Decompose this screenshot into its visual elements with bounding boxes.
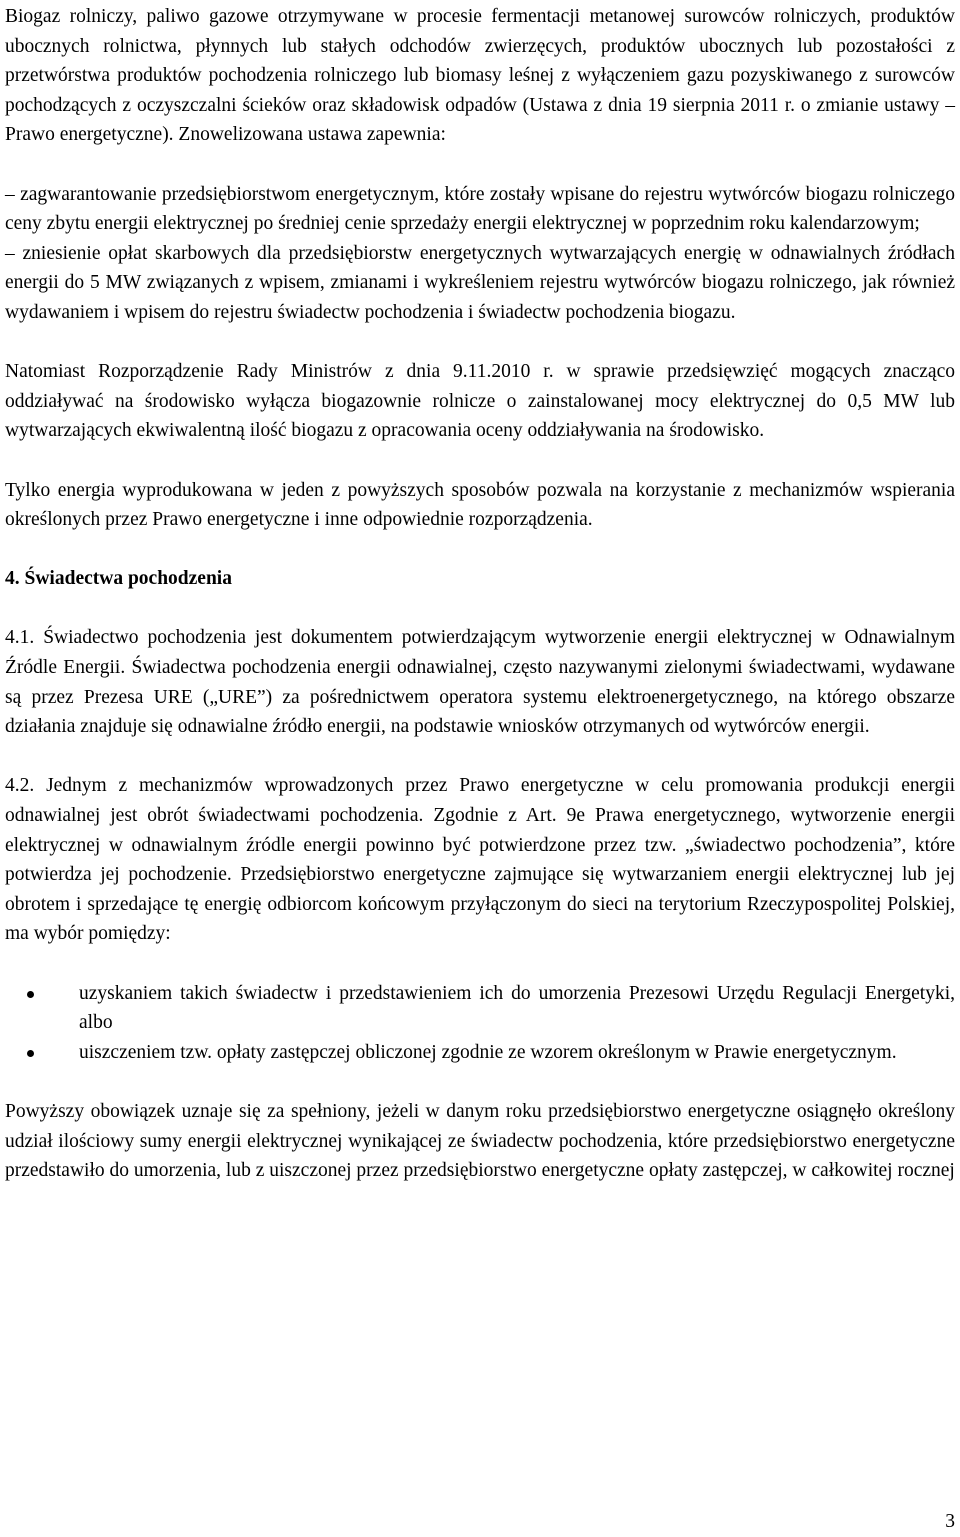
- bullet-list: [5, 979, 955, 1068]
- bullet-item-1: [5, 979, 955, 1038]
- paragraph-4-2: 4.2. Jednym z mechanizmów wprowadzonych przez Prawo energetyczne w celu promowania produkcji energii odnawialnej jest obrót świadectwami pochodzenia. Zgodnie z Art. 9e Prawa energetycznego, wytworzenie energii elektrycznej w odnawialnym źródle energii powinno być potwierdzone przez tzw. „świadectwo pochodzenia”, które potwierdza jej pochodzenie. Przedsiębiorstwo energetyczne zajmujące się wytwarzaniem energii elektrycznej lub jej obrotem i sprzedające tę energię odbiorcom końcowym przyłączonym do sieci na terytorium Rzeczypospolitej Polskiej, ma wybór pomiędzy:: [5, 775, 955, 945]
- bullet-dot-icon: [27, 1050, 34, 1057]
- paragraph-4-1: 4.1. Świadectwo pochodzenia jest dokumentem potwierdzającym wytworzenie energii elektrycznej w Odnawialnym Źródle Energii. Świadectwa pochodzenia energii odnawialnej, często nazywanymi zielonymi świadectwami, wydawane są przez Prezesa URE („URE”) za pośrednictwem operatora systemu elektroenergetycznego, na którego obszarze działania znajduje się odnawialne źródło energii, na podstawie wniosków otrzymanych od wytwórców energii.: [5, 627, 955, 738]
- intro-paragraph: Biogaz rolniczy, paliwo gazowe otrzymywane w procesie fermentacji metanowej surowców rolniczych, produktów ubocznych rolnictwa, płynnych lub stałych odchodów zwierzęcych, produktów ubocznych lub pozostałości z przetwórstwa produktów pochodzenia rolniczego lub biomasy leśnej z wyłączeniem gazu pozyskiwanego z surowców pochodzących z oczyszczalni ścieków oraz składowisk odpadów (Ustawa z dnia 19 sierpnia 2011 r. o zmianie ustawy – Prawo energetyczne). Znowelizowana ustawa zapewnia:: [5, 6, 955, 146]
- document-page: [5, 2, 955, 1186]
- regulation-paragraph: Natomiast Rozporządzenie Rady Ministrów z dnia 9.11.2010 r. w sprawie przedsięwzięć mogących znacząco oddziaływać na środowisko wyłącza biogazownie rolnicze o zainstalowanej mocy elektrycznej do 0,5 MW lub wytwarzających ekwiwalentną ilość biogazu z opracowania oceny oddziaływania na środowisko.: [5, 361, 955, 442]
- bullet-item-text: uzyskaniem takich świadectw i przedstawieniem ich do umorzenia Prezesowi Urzędu Regulacji Energetyki, albo: [79, 982, 955, 1034]
- bullet-dot-icon: [27, 991, 34, 998]
- support-mechanisms-paragraph: Tylko energia wyprodukowana w jeden z powyższych sposobów pozwala na korzystanie z mechanizmów wspierania określonych przez Prawo energetyczne i inne odpowiednie rozporządzenia.: [5, 479, 955, 531]
- dash-list-item-1: – zagwarantowanie przedsiębiorstwom energetycznym, które zostały wpisane do rejestru wytwórców biogazu rolniczego ceny zbytu energii elektrycznej po średniej cenie sprzedaży energii elektrycznej w poprzednim roku kalendarzowym;: [5, 183, 955, 235]
- section-heading: 4. Świadectwa pochodzenia: [5, 568, 232, 590]
- obligation-paragraph: Powyższy obowiązek uznaje się za spełniony, jeżeli w danym roku przedsiębiorstwo energetyczne osiągnęło określony udział ilościowy sumy energii elektrycznej wynikającej ze świadectw pochodzenia, które przedsiębiorstwo energetyczne przedstawiło do umorzenia, lub z uiszczonej przez przedsiębiorstwo energetyczne opłaty zastępczej, w całkowitej rocznej: [5, 1100, 955, 1182]
- bullet-item-2: [5, 1038, 955, 1068]
- page-number: 3: [945, 1511, 955, 1532]
- dash-list-item-2: – zniesienie opłat skarbowych dla przedsiębiorstw energetycznych wytwarzających energię w odnawialnych źródłach energii do 5 MW związanych z wpisem, zmianami i wykreśleniem rejestru wytwórców biogazu rolniczego, jak również wydawaniem i wpisem do rejestru świadectw pochodzenia i świadectw pochodzenia biogazu.: [5, 242, 955, 323]
- bullet-item-text: uiszczeniem tzw. opłaty zastępczej obliczonej zgodnie ze wzorem określonym w Prawie energetycznym.: [79, 1041, 897, 1063]
